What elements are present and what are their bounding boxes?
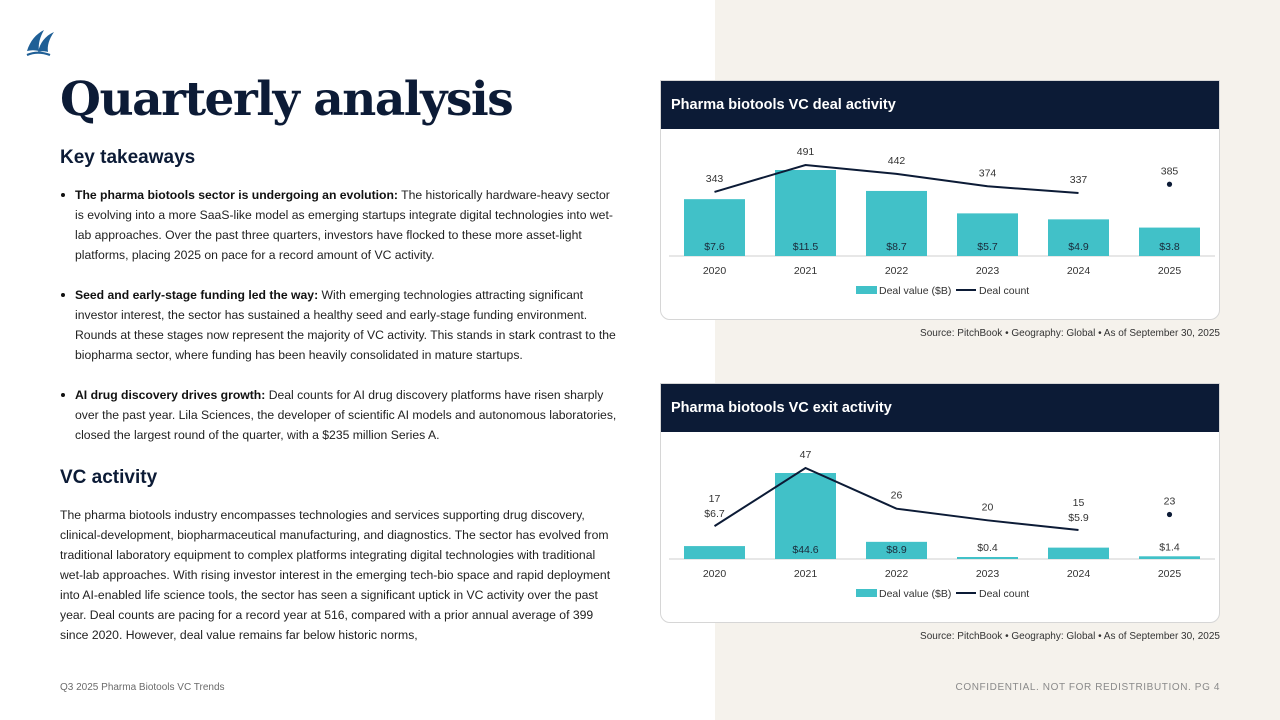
legend-line-label: Deal count — [979, 285, 1030, 297]
exit-activity-source: Source: PitchBook • Geography: Global • As of September 30, 2025 — [920, 631, 1220, 642]
deal-value-bar — [957, 557, 1018, 559]
key-takeaways-heading: Key takeaways — [60, 147, 196, 168]
x-tick-label: 2020 — [702, 265, 727, 277]
x-tick-label: 2023 — [975, 568, 1000, 580]
x-tick-label: 2024 — [1066, 265, 1091, 277]
footer-confidential: CONFIDENTIAL. NOT FOR REDISTRIBUTION. PG 4 — [955, 682, 1220, 693]
takeaway-lead: The pharma biotools sector is undergoing an evolution: — [75, 188, 398, 202]
deal-value-label: $0.4 — [977, 542, 998, 554]
deal-value-label: $44.6 — [792, 544, 819, 556]
deal-activity-title: Pharma biotools VC deal activity — [661, 81, 1219, 129]
deal-count-point — [1167, 182, 1172, 187]
deal-count-label: 20 — [981, 501, 994, 514]
x-tick-label: 2025 — [1157, 568, 1182, 580]
deal-count-label: 442 — [887, 154, 906, 167]
deal-value-label: $3.8 — [1159, 241, 1180, 253]
deal-value-label: $5.7 — [977, 241, 998, 253]
deal-value-bar — [1048, 548, 1109, 559]
x-tick-label: 2025 — [1157, 265, 1182, 277]
deal-count-label: 374 — [978, 167, 997, 180]
deal-value-label: $1.4 — [1159, 541, 1180, 554]
takeaway-item — [60, 185, 620, 265]
exit-activity-card — [660, 383, 1220, 623]
legend-line-label: Deal count — [979, 588, 1030, 600]
x-tick-label: 2023 — [975, 265, 1000, 277]
deal-value-label: $5.9 — [1068, 512, 1089, 524]
takeaway-lead: Seed and early-stage funding led the way: — [75, 288, 319, 302]
takeaway-text: Deal counts for AI drug discovery platforms have risen sharply over the past year. Lila Sciences, the developer of scientific AI models and autonomous laboratories, closed the largest round of the quarter, with a $235 million Series A. — [75, 388, 617, 442]
x-tick-label: 2024 — [1066, 568, 1091, 580]
deal-count-label: 337 — [1069, 174, 1088, 186]
exit-activity-title: Pharma biotools VC exit activity — [661, 384, 1219, 432]
legend-bar-label: Deal value ($B) — [879, 285, 952, 297]
deal-value-label: $7.6 — [704, 241, 725, 253]
takeaway-item — [60, 385, 620, 445]
deal-count-line — [715, 165, 1079, 193]
vc-activity-heading: VC activity — [60, 467, 158, 488]
takeaway-item — [60, 285, 620, 365]
deal-value-label: $6.7 — [704, 508, 725, 521]
footer-report-name: Q3 2025 Pharma Biotools VC Trends — [60, 682, 225, 693]
vc-activity-paragraph: The pharma biotools industry encompasses technologies and services supporting drug discovery, clinical-development, biopharmaceutical manufacturing, and diagnostics. The sector has evolved from traditional laboratory equipment to complex platforms integrating digital technologies with traditional wet-lab approaches. With rising investor interest in the emerging tech-bio space and rapid deployment into AI-enabled life science tools, the sector has seen a significant uptick in VC activity over the past year. Deal counts are pacing for a record year at 516, compared with a prior annual average of 399 since 2020. However, deal value remains far below historic norms, — [60, 508, 611, 642]
deal-count-label: 23 — [1163, 495, 1176, 508]
deal-value-label: $11.5 — [792, 241, 819, 253]
deal-value-bar — [1139, 556, 1200, 559]
takeaway-text: The historically hardware-heavy sector is evolving into a more SaaS-like model as emerging startups integrate digital technologies into wet-lab approaches. Over the past three quarters, investors have flocked to these more asset-light platforms, placing 2025 on pace for a record amount of VC activity. — [75, 188, 613, 262]
takeaway-lead: AI drug discovery drives growth: — [75, 388, 266, 402]
deal-count-label: 17 — [708, 493, 721, 506]
x-tick-label: 2021 — [793, 568, 818, 580]
deal-value-bar — [684, 546, 745, 559]
deal-value-label: $8.7 — [886, 241, 907, 253]
deal-count-label: 385 — [1160, 165, 1179, 178]
logo-icon — [24, 27, 58, 61]
deal-count-label: 491 — [796, 146, 815, 158]
legend-bar-label: Deal value ($B) — [879, 588, 952, 600]
x-tick-label: 2021 — [793, 265, 818, 277]
deal-count-label: 343 — [705, 172, 724, 185]
deal-activity-chart — [661, 129, 1219, 319]
takeaway-text: With emerging technologies attracting significant investor interest, the sector has sustained a healthy seed and early-stage funding environment. Rounds at these stages now represent the majority of VC activity. This stands in stark contrast to the biopharma sector, where funding has been heavily consolidated in mature startups. — [75, 288, 616, 362]
deal-count-point — [1167, 512, 1172, 517]
legend-bar-swatch — [856, 589, 877, 597]
x-tick-label: 2020 — [702, 568, 727, 580]
deal-value-label: $8.9 — [886, 544, 907, 556]
deal-activity-source: Source: PitchBook • Geography: Global • As of September 30, 2025 — [920, 328, 1220, 339]
takeaways-list — [60, 185, 620, 465]
x-tick-label: 2022 — [884, 265, 909, 277]
page-title: Quarterly analysis — [60, 72, 513, 127]
deal-activity-card — [660, 80, 1220, 320]
deal-value-label: $4.9 — [1068, 241, 1089, 253]
deal-count-label: 47 — [799, 449, 812, 461]
x-tick-label: 2022 — [884, 568, 909, 580]
legend-bar-swatch — [856, 286, 877, 294]
deal-count-label: 26 — [890, 489, 903, 502]
deal-count-label: 15 — [1072, 497, 1085, 509]
exit-activity-chart — [661, 432, 1219, 622]
